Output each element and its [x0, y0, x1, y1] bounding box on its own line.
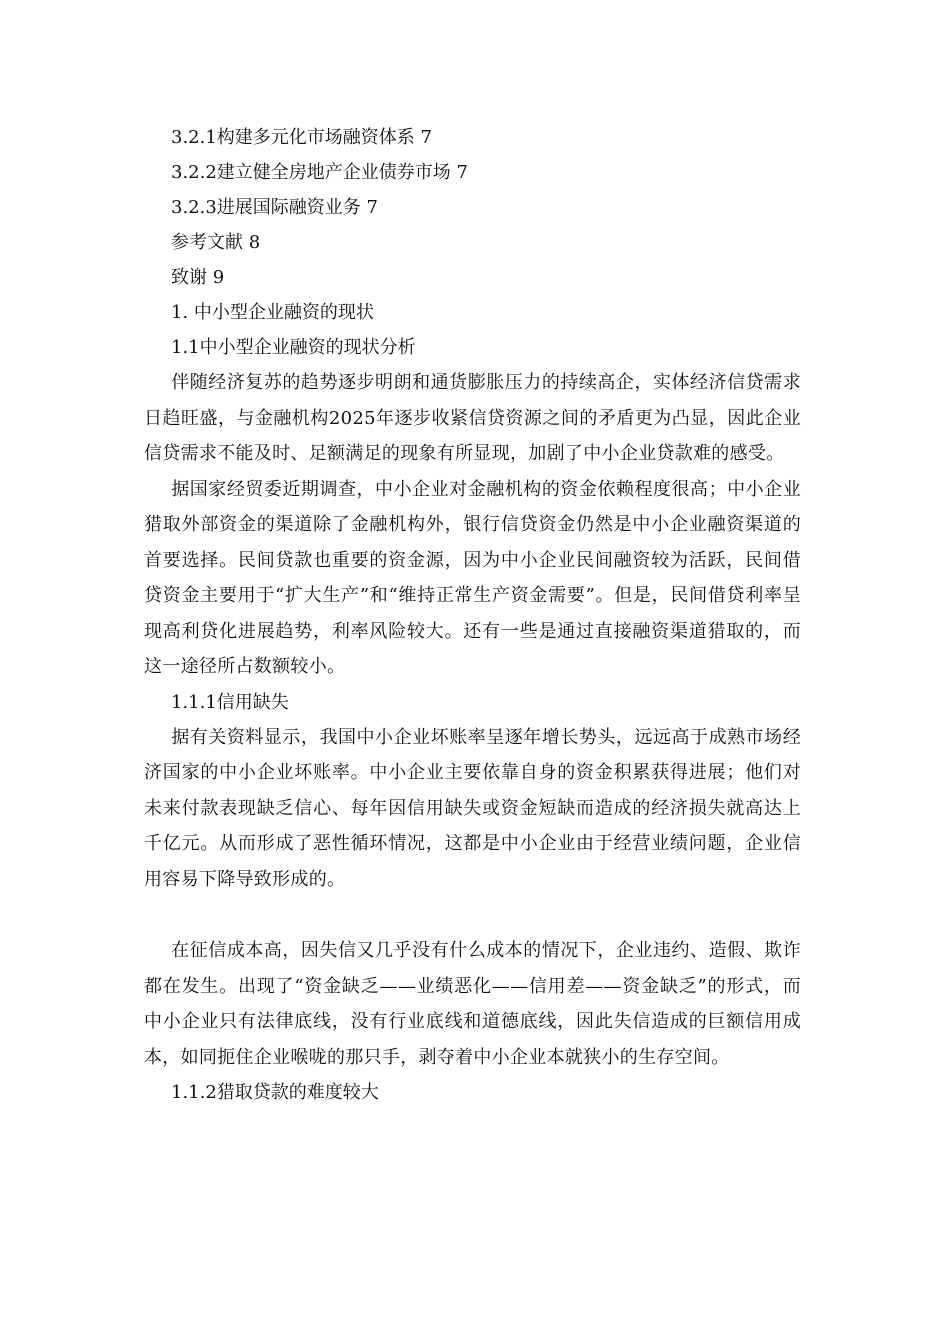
paragraph-4 [144, 933, 801, 1075]
toc-entry-3-2-3: 3.2.3进展国际融资业务 7 [171, 197, 378, 218]
blank-line [171, 897, 801, 933]
document-body [144, 120, 801, 1110]
subsubsection-heading-credit: 1.1.1信用缺失 [171, 691, 289, 713]
paragraph-2 [144, 472, 801, 685]
toc-entry-3-2-2: 3.2.2建立健全房地产企业债券市场 7 [171, 162, 468, 183]
section-heading: 1. 中小型企业融资的现状 [171, 302, 374, 323]
paragraph-2-text: 据国家经贸委近期调查，中小企业对金融机构的资金依赖程度很高；中小企业猎取外部资金的渠道除了金融机构外，银行信贷资金仍然是中小企业融资渠道的首要选择。民间贷款也重要的资金源，因为中小企业民间融资较为活跃，民间借贷资金主要用于“扩大生产”和“维持正常生产资金需要”。但是，民间借贷利率呈现高利贷化进展趋势，利率风险较大。还有一些是通过直接融资渠道猎取的，而这一途径所占数额较小。 [144, 478, 801, 677]
toc-entry-3-2-1: 3.2.1构建多元化市场融资体系 7 [171, 127, 432, 148]
paragraph-3 [144, 720, 801, 898]
paragraph-1-text: 伴随经济复苏的趋势逐步明朗和通货膨胀压力的持续高企，实体经济信贷需求日趋旺盛，与金融机构2025年逐步收紧信贷资源之间的矛盾更为凸显，因此企业信贷需求不能及时、足额满足的现象有所显现，加剧了中小企业贷款难的感受。 [144, 372, 801, 464]
paragraph-4-text: 在征信成本高，因失信又几乎没有什么成本的情况下，企业违约、造假、欺诈都在发生。出现了“资金缺乏——业绩恶化——信用差——资金缺乏”的形式，而中小企业只有法律底线，没有行业底线和道德底线，因此失信造成的巨额信用成本，如同扼住企业喉咙的那只手，剥夺着中小企业本就狭小的生存空间。 [144, 940, 801, 1068]
paragraph-1 [144, 365, 801, 472]
paragraph-3-text: 据有关资料显示，我国中小企业坏账率呈逐年增长势头，远远高于成熟市场经济国家的中小企业坏账率。中小企业主要依靠自身的资金积累获得进展；他们对未来付款表现缺乏信心、每年因信用缺失或资金短缺而造成的经济损失就高达上千亿元。从而形成了恶性循环情况，这都是中小企业由于经营业绩问题，企业信用容易下降导致形成的。 [144, 726, 801, 890]
toc-entry-acknowledgements: 致谢 9 [171, 267, 225, 288]
toc-entry-references: 参考文献 8 [171, 232, 261, 253]
subsection-heading: 1.1中小型企业融资的现状分析 [171, 337, 416, 358]
subsubsection-heading-loans: 1.1.2猎取贷款的难度较大 [171, 1082, 379, 1103]
